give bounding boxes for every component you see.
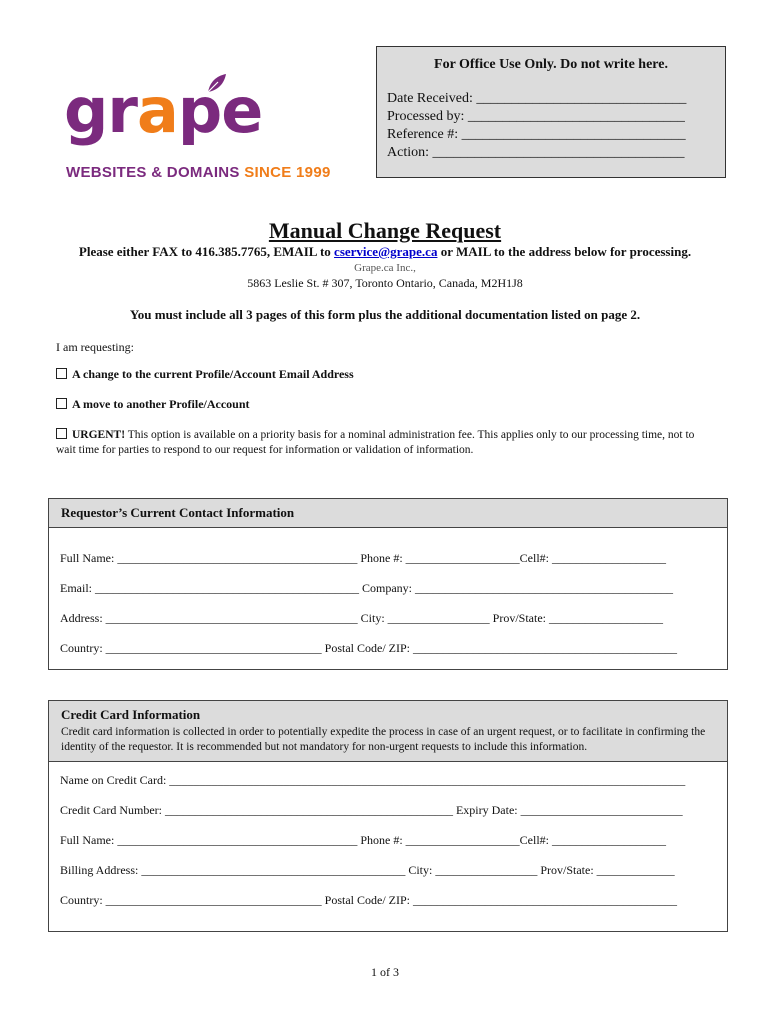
submission-instructions: Please either FAX to 416.385.7765, EMAIL to cservice@grape.ca or MAIL to the address below for processing.	[78, 244, 692, 259]
checkbox[interactable]	[56, 398, 67, 409]
company-name: Grape.ca Inc.,	[354, 262, 416, 274]
page-title: Manual Change Request	[268, 218, 502, 243]
office-box-title: For Office Use Only. Do not write here.	[434, 57, 668, 72]
processed-by-field: Processed by: _______________________________	[387, 109, 685, 124]
company-address: 5863 Leslie St. # 307, Toronto Ontario, Canada, M2H1J8	[247, 276, 523, 290]
credit-row-card-number[interactable]: Credit Card Number: ________________________________________________ Expiry Date: ___________________________	[60, 803, 683, 817]
option-account-move[interactable]: A move to another Profile/Account	[56, 397, 250, 412]
option-urgent[interactable]: URGENT! This option is available on a priority basis for a nominal administration fee. This applies only to our processing time, not to wait time for parties to respond to our request for information or validation of information.	[56, 429, 695, 456]
contact-row-address[interactable]: Address: __________________________________________ City: _________________ Prov/State: ___________________	[60, 611, 663, 625]
credit-row-card-name[interactable]: Name on Credit Card: ______________________________________________________________________________________	[60, 773, 686, 787]
logo-wordmark: grape	[64, 74, 263, 147]
reference-field: Reference #: ________________________________	[387, 127, 686, 142]
checkbox[interactable]	[56, 368, 67, 379]
checkbox[interactable]	[56, 428, 67, 439]
credit-row-full-name[interactable]: Full Name: ________________________________________ Phone #: ___________________Cell#: ___________________	[60, 833, 666, 847]
email-link[interactable]: cservice@grape.ca	[334, 244, 438, 259]
grape-logo	[64, 74, 331, 186]
office-use-box	[376, 46, 726, 178]
requesting-label: I am requesting:	[56, 340, 134, 354]
credit-card-section	[48, 700, 728, 932]
logo-tagline: WEBSITES & DOMAINS SINCE 1999	[66, 164, 331, 181]
credit-row-billing-address[interactable]: Billing Address: ____________________________________________ City: _________________ Prov/State: _____________	[60, 863, 675, 877]
credit-section-header	[49, 701, 727, 762]
page-number: 1 of 3	[371, 965, 399, 979]
credit-row-country[interactable]: Country: ____________________________________ Postal Code/ ZIP: ____________________________________________	[60, 893, 678, 907]
must-include-notice: You must include all 3 pages of this form plus the additional documentation listed on page 2.	[129, 307, 641, 322]
date-received-field: Date Received: ______________________________	[387, 91, 687, 106]
contact-row-name[interactable]: Full Name: ________________________________________ Phone #: ___________________Cell#: ___________________	[60, 551, 666, 565]
option-email-change[interactable]: A change to the current Profile/Account Email Address	[56, 367, 354, 382]
action-field: Action: ____________________________________	[387, 145, 685, 160]
credit-section-description: Credit card information is collected in order to potentially expedite the process in case of an urgent request, or to facilitate in confirming the identity of the requestor. It is recommended but not mandatory for non-urgent requests to include this information.	[61, 726, 706, 753]
contact-row-email[interactable]: Email: ____________________________________________ Company: ___________________________________________	[60, 581, 673, 595]
credit-section-heading: Credit Card Information	[61, 707, 201, 722]
contact-info-section	[48, 498, 728, 670]
contact-row-country[interactable]: Country: ____________________________________ Postal Code/ ZIP: ____________________________________________	[60, 641, 678, 655]
contact-section-heading: Requestor’s Current Contact Information	[49, 499, 727, 528]
